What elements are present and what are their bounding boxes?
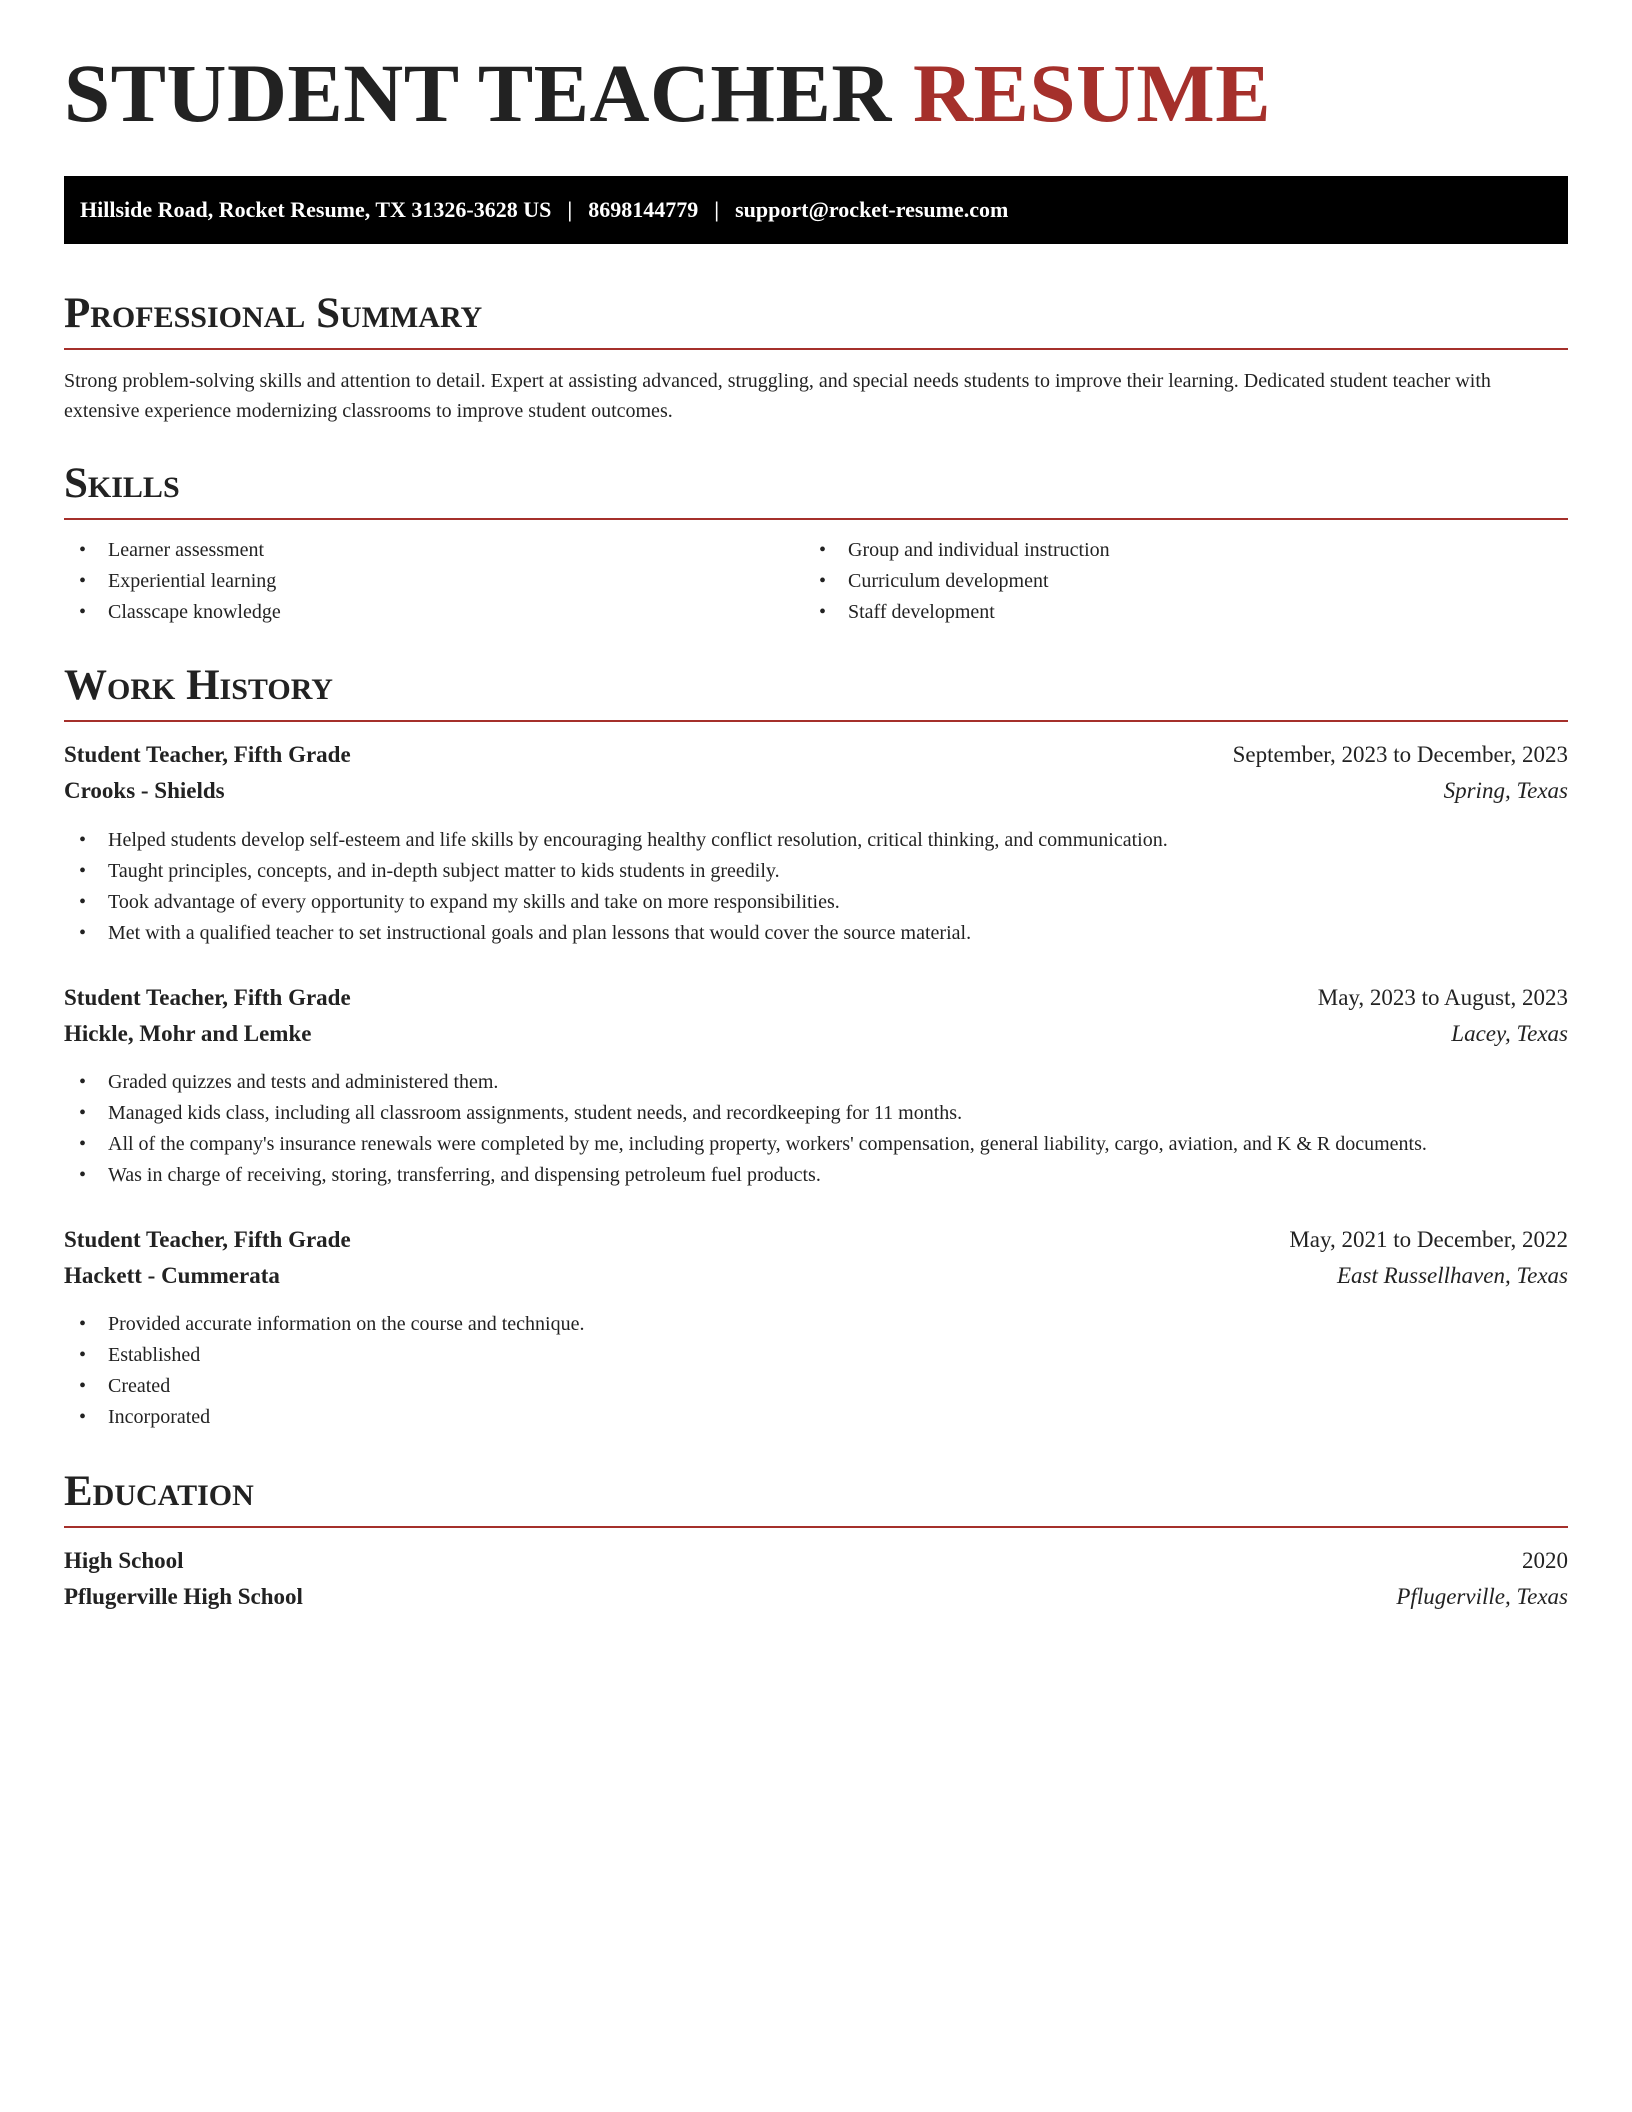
job-company: Crooks - Shields: [64, 778, 225, 803]
job-bullets: [64, 1067, 1568, 1191]
education-header: [64, 1548, 1568, 1574]
job-bullets: [64, 825, 1568, 949]
job-dates: May, 2023 to August, 2023: [1317, 985, 1568, 1010]
list-item: • Established: [64, 1340, 1568, 1371]
education-heading: Education: [64, 1468, 254, 1515]
list-item: • Taught principles, concepts, and in-depth subject matter to kids students in greedily.: [64, 856, 1568, 887]
job-location: Lacey, Texas: [1451, 1021, 1568, 1046]
job-dates: May, 2021 to December, 2022: [1289, 1227, 1568, 1252]
contact-address: Hillside Road, Rocket Resume, TX 31326-3628 US: [80, 197, 552, 222]
job-title: Student Teacher, Fifth Grade: [64, 985, 351, 1010]
job-header: [64, 742, 1568, 768]
job-header: [64, 1227, 1568, 1253]
list-item: • Met with a qualified teacher to set instructional goals and plan lessons that would cover the source material.: [64, 918, 1568, 949]
summary-divider: [64, 348, 1568, 350]
list-item: • Helped students develop self-esteem and life skills by encouraging healthy conflict resolution, critical thinking, and communication.: [64, 825, 1568, 856]
list-item: • Graded quizzes and tests and administered them.: [64, 1067, 1568, 1098]
job-subheader: [64, 1021, 1568, 1047]
skills-divider: [64, 518, 1568, 520]
job-title: Student Teacher, Fifth Grade: [64, 742, 351, 767]
job-company: Hickle, Mohr and Lemke: [64, 1021, 312, 1046]
job-dates: September, 2023 to December, 2023: [1232, 742, 1568, 767]
skills-list-right: [804, 535, 1504, 628]
education-divider: [64, 1526, 1568, 1528]
skill-item: • Experiential learning: [64, 566, 764, 597]
list-item: • All of the company's insurance renewals were completed by me, including property, workers' compensation, general liability, cargo, aviation, and K & R documents.: [64, 1129, 1568, 1160]
contact-bar: [64, 176, 1568, 244]
work-section: [64, 664, 1568, 707]
job-header: [64, 985, 1568, 1011]
work-heading: Work History: [64, 662, 333, 709]
skill-item: • Classcape knowledge: [64, 597, 764, 628]
job-subheader: [64, 1263, 1568, 1289]
job-bullets: [64, 1309, 1568, 1433]
skills-heading: Skills: [64, 460, 180, 507]
contact-email: support@rocket-resume.com: [735, 197, 1009, 222]
work-divider: [64, 720, 1568, 722]
education-subheader: [64, 1584, 1568, 1610]
education-year: 2020: [1522, 1548, 1568, 1573]
list-item: • Incorporated: [64, 1402, 1568, 1433]
summary-heading: Professional Summary: [64, 290, 483, 337]
summary-section: [64, 292, 1568, 335]
contact-separator: |: [714, 197, 720, 222]
list-item: • Created: [64, 1371, 1568, 1402]
contact-separator: |: [567, 197, 573, 222]
skill-item: • Curriculum development: [804, 566, 1504, 597]
skills-list-left: [64, 535, 764, 628]
resume-title: [64, 47, 1272, 139]
education-section: [64, 1470, 1568, 1513]
education-school: Pflugerville High School: [64, 1584, 303, 1609]
job-title: Student Teacher, Fifth Grade: [64, 1227, 351, 1252]
job-company: Hackett - Cummerata: [64, 1263, 280, 1288]
education-location: Pflugerville, Texas: [1396, 1584, 1568, 1609]
job-location: East Russellhaven, Texas: [1336, 1263, 1568, 1288]
skill-item: • Learner assessment: [64, 535, 764, 566]
title-accent: RESUME: [913, 47, 1272, 139]
skills-section: [64, 462, 1568, 505]
skill-item: • Staff development: [804, 597, 1504, 628]
list-item: • Took advantage of every opportunity to expand my skills and take on more responsibilities.: [64, 887, 1568, 918]
summary-text: Strong problem-solving skills and attention to detail. Expert at assisting advanced, struggling, and special needs students to improve their learning. Dedicated student teacher with extensive experience modernizing classrooms to improve student outcomes.: [64, 370, 1491, 422]
skill-item: • Group and individual instruction: [804, 535, 1504, 566]
list-item: • Provided accurate information on the course and technique.: [64, 1309, 1568, 1340]
job-subheader: [64, 778, 1568, 804]
job-location: Spring, Texas: [1443, 778, 1568, 803]
title-main: STUDENT TEACHER: [64, 47, 892, 139]
education-degree: High School: [64, 1548, 184, 1573]
list-item: • Managed kids class, including all classroom assignments, student needs, and recordkeeping for 11 months.: [64, 1098, 1568, 1129]
contact-phone: 8698144779: [588, 197, 699, 222]
list-item: • Was in charge of receiving, storing, transferring, and dispensing petroleum fuel products.: [64, 1160, 1568, 1191]
